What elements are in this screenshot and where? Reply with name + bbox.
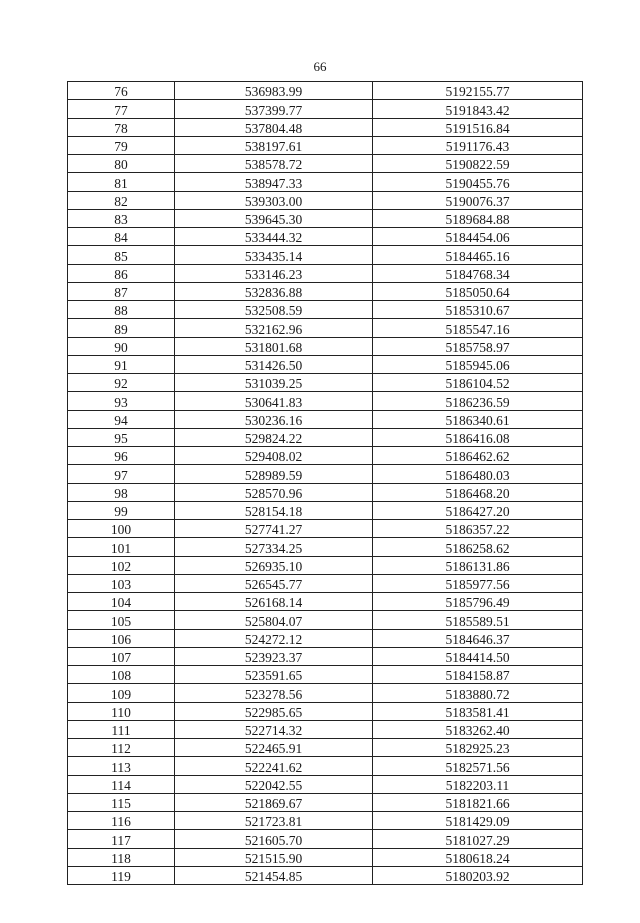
y-coordinate-cell: 5185310.67	[373, 301, 583, 319]
table-row	[68, 702, 583, 720]
x-coordinate-cell: 537399.77	[175, 100, 373, 118]
table-row	[68, 830, 583, 848]
table-row	[68, 173, 583, 191]
table-row	[68, 501, 583, 519]
x-coordinate-cell: 523278.56	[175, 684, 373, 702]
point-number-cell: 105	[68, 611, 175, 629]
table-row	[68, 556, 583, 574]
table-row	[68, 447, 583, 465]
y-coordinate-cell: 5191516.84	[373, 118, 583, 136]
x-coordinate-cell: 539645.30	[175, 209, 373, 227]
x-coordinate-cell: 527334.25	[175, 538, 373, 556]
x-coordinate-cell: 530641.83	[175, 392, 373, 410]
point-number-cell: 90	[68, 337, 175, 355]
y-coordinate-cell: 5184646.37	[373, 629, 583, 647]
point-number-cell: 108	[68, 666, 175, 684]
table-row	[68, 465, 583, 483]
y-coordinate-cell: 5181821.66	[373, 793, 583, 811]
y-coordinate-cell: 5186427.20	[373, 501, 583, 519]
y-coordinate-cell: 5185977.56	[373, 574, 583, 592]
table-row	[68, 155, 583, 173]
y-coordinate-cell: 5185758.97	[373, 337, 583, 355]
point-number-cell: 82	[68, 191, 175, 209]
table-row	[68, 684, 583, 702]
x-coordinate-cell: 528989.59	[175, 465, 373, 483]
point-number-cell: 85	[68, 246, 175, 264]
x-coordinate-cell: 531801.68	[175, 337, 373, 355]
table-row	[68, 757, 583, 775]
point-number-cell: 97	[68, 465, 175, 483]
y-coordinate-cell: 5185547.16	[373, 319, 583, 337]
table-row	[68, 812, 583, 830]
table-row	[68, 374, 583, 392]
point-number-cell: 118	[68, 848, 175, 866]
point-number-cell: 103	[68, 574, 175, 592]
x-coordinate-cell: 521454.85	[175, 866, 373, 884]
y-coordinate-cell: 5186104.52	[373, 374, 583, 392]
y-coordinate-cell: 5186340.61	[373, 410, 583, 428]
x-coordinate-cell: 522241.62	[175, 757, 373, 775]
y-coordinate-cell: 5190076.37	[373, 191, 583, 209]
x-coordinate-cell: 523923.37	[175, 647, 373, 665]
x-coordinate-cell: 531426.50	[175, 355, 373, 373]
x-coordinate-cell: 523591.65	[175, 666, 373, 684]
table-row	[68, 228, 583, 246]
page-number: 66	[313, 59, 327, 74]
y-coordinate-cell: 5181027.29	[373, 830, 583, 848]
x-coordinate-cell: 537804.48	[175, 118, 373, 136]
table-row	[68, 739, 583, 757]
x-coordinate-cell: 531039.25	[175, 374, 373, 392]
point-number-cell: 102	[68, 556, 175, 574]
x-coordinate-cell: 533444.32	[175, 228, 373, 246]
point-number-cell: 88	[68, 301, 175, 319]
table-row	[68, 301, 583, 319]
y-coordinate-cell: 5186131.86	[373, 556, 583, 574]
y-coordinate-cell: 5182203.11	[373, 775, 583, 793]
y-coordinate-cell: 5186357.22	[373, 520, 583, 538]
x-coordinate-cell: 521515.90	[175, 848, 373, 866]
table-row	[68, 520, 583, 538]
point-number-cell: 81	[68, 173, 175, 191]
point-number-cell: 92	[68, 374, 175, 392]
x-coordinate-cell: 522985.65	[175, 702, 373, 720]
y-coordinate-cell: 5180618.24	[373, 848, 583, 866]
x-coordinate-cell: 528154.18	[175, 501, 373, 519]
y-coordinate-cell: 5189684.88	[373, 209, 583, 227]
table-row	[68, 209, 583, 227]
y-coordinate-cell: 5184414.50	[373, 647, 583, 665]
table-row	[68, 483, 583, 501]
x-coordinate-cell: 528570.96	[175, 483, 373, 501]
point-number-cell: 109	[68, 684, 175, 702]
y-coordinate-cell: 5184454.06	[373, 228, 583, 246]
y-coordinate-cell: 5181429.09	[373, 812, 583, 830]
x-coordinate-cell: 522714.32	[175, 720, 373, 738]
x-coordinate-cell: 538947.33	[175, 173, 373, 191]
table-row	[68, 337, 583, 355]
x-coordinate-cell: 526168.14	[175, 593, 373, 611]
y-coordinate-cell: 5184768.34	[373, 264, 583, 282]
x-coordinate-cell: 532508.59	[175, 301, 373, 319]
point-number-cell: 96	[68, 447, 175, 465]
x-coordinate-cell: 526935.10	[175, 556, 373, 574]
x-coordinate-cell: 533146.23	[175, 264, 373, 282]
x-coordinate-cell: 536983.99	[175, 82, 373, 100]
x-coordinate-cell: 526545.77	[175, 574, 373, 592]
x-coordinate-cell: 521605.70	[175, 830, 373, 848]
point-number-cell: 77	[68, 100, 175, 118]
point-number-cell: 115	[68, 793, 175, 811]
table-row	[68, 574, 583, 592]
point-number-cell: 114	[68, 775, 175, 793]
point-number-cell: 111	[68, 720, 175, 738]
y-coordinate-cell: 5190822.59	[373, 155, 583, 173]
x-coordinate-cell: 525804.07	[175, 611, 373, 629]
y-coordinate-cell: 5190455.76	[373, 173, 583, 191]
x-coordinate-cell: 527741.27	[175, 520, 373, 538]
point-number-cell: 95	[68, 428, 175, 446]
y-coordinate-cell: 5184158.87	[373, 666, 583, 684]
point-number-cell: 80	[68, 155, 175, 173]
x-coordinate-cell: 538197.61	[175, 136, 373, 154]
table-row	[68, 428, 583, 446]
table-row	[68, 666, 583, 684]
table-row	[68, 538, 583, 556]
coordinates-table-body	[68, 82, 583, 885]
y-coordinate-cell: 5183880.72	[373, 684, 583, 702]
table-row	[68, 410, 583, 428]
y-coordinate-cell: 5185796.49	[373, 593, 583, 611]
point-number-cell: 104	[68, 593, 175, 611]
y-coordinate-cell: 5185050.64	[373, 282, 583, 300]
y-coordinate-cell: 5183262.40	[373, 720, 583, 738]
table-row	[68, 136, 583, 154]
point-number-cell: 117	[68, 830, 175, 848]
y-coordinate-cell: 5182925.23	[373, 739, 583, 757]
x-coordinate-cell: 533435.14	[175, 246, 373, 264]
point-number-cell: 78	[68, 118, 175, 136]
point-number-cell: 87	[68, 282, 175, 300]
coordinates-table	[67, 81, 583, 885]
table-row	[68, 593, 583, 611]
y-coordinate-cell: 5185945.06	[373, 355, 583, 373]
point-number-cell: 76	[68, 82, 175, 100]
table-row	[68, 355, 583, 373]
table-row	[68, 246, 583, 264]
y-coordinate-cell: 5182571.56	[373, 757, 583, 775]
y-coordinate-cell: 5186416.08	[373, 428, 583, 446]
point-number-cell: 106	[68, 629, 175, 647]
y-coordinate-cell: 5191843.42	[373, 100, 583, 118]
table-row	[68, 282, 583, 300]
point-number-cell: 84	[68, 228, 175, 246]
point-number-cell: 89	[68, 319, 175, 337]
x-coordinate-cell: 538578.72	[175, 155, 373, 173]
table-row	[68, 319, 583, 337]
y-coordinate-cell: 5186468.20	[373, 483, 583, 501]
point-number-cell: 83	[68, 209, 175, 227]
point-number-cell: 93	[68, 392, 175, 410]
table-row	[68, 82, 583, 100]
table-row	[68, 775, 583, 793]
table-row	[68, 191, 583, 209]
y-coordinate-cell: 5186480.03	[373, 465, 583, 483]
table-row	[68, 848, 583, 866]
x-coordinate-cell: 524272.12	[175, 629, 373, 647]
point-number-cell: 98	[68, 483, 175, 501]
table-row	[68, 392, 583, 410]
y-coordinate-cell: 5184465.16	[373, 246, 583, 264]
x-coordinate-cell: 521869.67	[175, 793, 373, 811]
point-number-cell: 116	[68, 812, 175, 830]
table-row	[68, 629, 583, 647]
point-number-cell: 113	[68, 757, 175, 775]
y-coordinate-cell: 5186462.62	[373, 447, 583, 465]
y-coordinate-cell: 5183581.41	[373, 702, 583, 720]
point-number-cell: 100	[68, 520, 175, 538]
table-row	[68, 118, 583, 136]
y-coordinate-cell: 5185589.51	[373, 611, 583, 629]
table-row	[68, 100, 583, 118]
point-number-cell: 110	[68, 702, 175, 720]
y-coordinate-cell: 5192155.77	[373, 82, 583, 100]
table-row	[68, 720, 583, 738]
x-coordinate-cell: 522042.55	[175, 775, 373, 793]
x-coordinate-cell: 529824.22	[175, 428, 373, 446]
table-row	[68, 647, 583, 665]
point-number-cell: 99	[68, 501, 175, 519]
point-number-cell: 91	[68, 355, 175, 373]
point-number-cell: 79	[68, 136, 175, 154]
point-number-cell: 101	[68, 538, 175, 556]
point-number-cell: 112	[68, 739, 175, 757]
point-number-cell: 107	[68, 647, 175, 665]
y-coordinate-cell: 5180203.92	[373, 866, 583, 884]
point-number-cell: 119	[68, 866, 175, 884]
table-row	[68, 611, 583, 629]
x-coordinate-cell: 529408.02	[175, 447, 373, 465]
x-coordinate-cell: 530236.16	[175, 410, 373, 428]
x-coordinate-cell: 539303.00	[175, 191, 373, 209]
table-row	[68, 866, 583, 884]
y-coordinate-cell: 5186258.62	[373, 538, 583, 556]
x-coordinate-cell: 521723.81	[175, 812, 373, 830]
x-coordinate-cell: 532162.96	[175, 319, 373, 337]
table-row	[68, 264, 583, 282]
y-coordinate-cell: 5186236.59	[373, 392, 583, 410]
table-row	[68, 793, 583, 811]
x-coordinate-cell: 522465.91	[175, 739, 373, 757]
x-coordinate-cell: 532836.88	[175, 282, 373, 300]
point-number-cell: 94	[68, 410, 175, 428]
y-coordinate-cell: 5191176.43	[373, 136, 583, 154]
point-number-cell: 86	[68, 264, 175, 282]
